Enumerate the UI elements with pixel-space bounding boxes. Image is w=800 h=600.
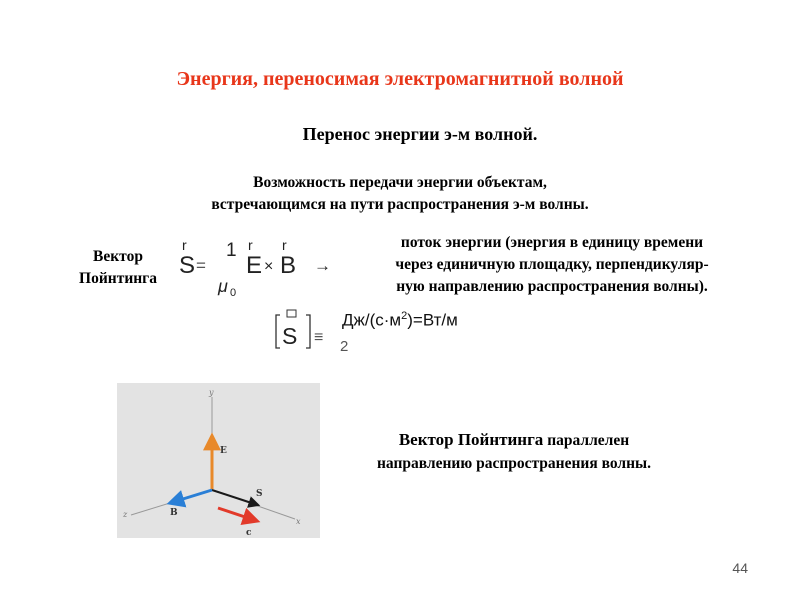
formula-equals: = <box>196 256 206 275</box>
formula-s: S <box>179 252 196 279</box>
units-s: S <box>282 323 298 349</box>
units-text-suffix: )=Вт/м <box>407 310 458 330</box>
vector-label-line-1: Вектор <box>93 248 143 265</box>
units-bracket-s <box>272 306 342 362</box>
formula-b: B <box>280 252 297 279</box>
poynting-vector-label <box>62 246 174 290</box>
page-number: 44 <box>732 560 748 576</box>
description-line-2: через единичную площадку, перпендикуляр- <box>395 256 709 273</box>
b-vector-arrow <box>170 490 212 503</box>
units-identical: ≡ <box>314 329 324 346</box>
formula-numerator: 1 <box>226 240 237 261</box>
parallel-bold: Вектор Пойнтинга <box>398 430 544 449</box>
formula-denominator: μ <box>218 276 228 296</box>
em-wave-diagram <box>117 383 320 538</box>
vector-mark-e: r <box>248 237 253 253</box>
axis-label-y: y <box>209 388 214 397</box>
s-vector-label: S <box>256 489 263 499</box>
units-formula <box>272 306 572 362</box>
s-vector-arrow <box>212 490 258 505</box>
parallel-statement <box>320 428 708 475</box>
energy-flux-description <box>346 232 758 298</box>
units-text-prefix: Дж/(с·м <box>342 310 402 330</box>
description-line-3: ную направлению распространения волны). <box>396 278 708 295</box>
vector-mark-b: r <box>282 237 287 253</box>
units-trailing-two: 2 <box>340 338 349 355</box>
units-text-sup: 2 <box>401 310 408 322</box>
description-line-1: поток энергии (энергия в единицу времени <box>400 234 704 251</box>
possibility-line-1: Возможность передачи энергии объектам, <box>253 174 547 191</box>
formula-e: E <box>246 252 263 279</box>
formula-times: × <box>264 258 274 275</box>
slide-title: Энергия, переносимая электромагнитной волной <box>176 68 624 90</box>
e-vector-label: E <box>220 446 227 456</box>
c-vector-arrow <box>218 508 257 521</box>
c-vector-label: c <box>246 528 252 538</box>
vector-mark-s: r <box>182 237 187 253</box>
parallel-rest: параллелен <box>547 432 630 449</box>
units-text <box>342 310 458 331</box>
em-wave-figure <box>117 383 320 538</box>
axis-label-z: z <box>123 510 128 519</box>
possibility-text <box>0 172 800 216</box>
possibility-line-2: встречающимся на пути распространения э-м волны. <box>211 196 589 213</box>
parallel-line-1 <box>320 428 708 452</box>
parallel-line-2: направлению распространения волны. <box>376 455 652 472</box>
subtitle: Перенос энергии э-м волной. <box>302 124 538 144</box>
poynting-formula <box>176 232 336 300</box>
axis-label-x: x <box>296 517 301 526</box>
formula-denominator-sub: 0 <box>230 287 237 299</box>
b-vector-label: B <box>170 508 178 518</box>
vector-label-line-2: Пойнтинга <box>79 270 157 287</box>
formula-arrow: → <box>314 256 331 275</box>
